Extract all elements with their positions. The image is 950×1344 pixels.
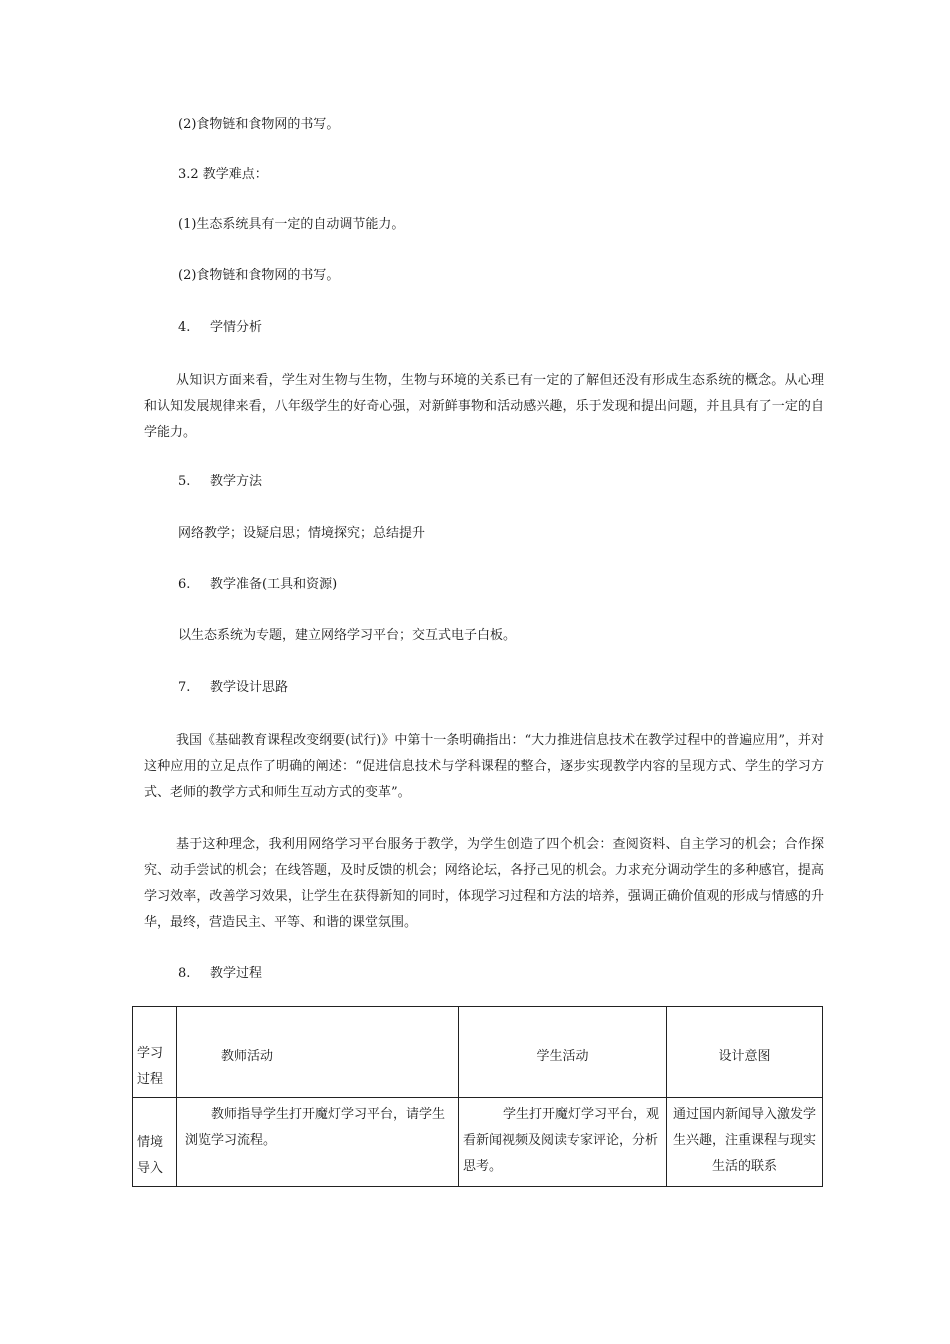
difficulty-heading: 3.2 教学难点： [178,167,268,182]
design-intent-text: 通过国内新闻导入激发学生兴趣，注重课程与现实生活的联系 [672,1107,816,1174]
teacher-activity-text: 教师指导学生打开魔灯学习平台，请学生浏览学习流程。 [185,1107,446,1148]
section-heading-4 [178,320,262,336]
teacher-activity-cell [177,1098,459,1187]
design-intent-cell [667,1098,823,1187]
header-intent-text: 设计意图 [718,1049,771,1064]
stage-cell [133,1098,177,1187]
table-header-row [133,1007,823,1098]
section-title: 教学过程 [210,966,263,981]
section-number: 8. [178,966,191,981]
section-title: 教学方法 [210,474,263,489]
teaching-process-table [132,1006,823,1187]
student-activity-text: 学生打开魔灯学习平台，观看新闻视频及阅读专家评论，分析思考。 [463,1107,660,1174]
section-heading-5 [178,474,262,490]
header-cell-stage [133,1007,177,1098]
analysis-paragraph: 从知识方面来看，学生对生物与生物，生物与环境的关系已有一定的了解但还没有形成生态系统的概念。从心理和认知发展规律来看，八年级学生的好奇心强，对新鲜事物和活动感兴趣，乐于发现和提出问题，并且具有了一定的自学能力。 [144,373,824,440]
header-cell-intent [667,1007,823,1098]
section-heading-6 [178,577,337,593]
header-teacher-text: 教师活动 [221,1049,274,1064]
preparation-text: 以生态系统为专题，建立网络学习平台；交互式电子白板。 [178,628,517,643]
methods-text: 网络教学；设疑启思；情境探究；总结提升 [178,526,426,541]
difficulty-item-1: (1)生态系统具有一定的自动调节能力。 [178,217,405,232]
section-heading-8 [178,966,262,982]
section-title: 教学准备(工具和资源) [210,577,338,592]
section-number: 5. [178,474,191,489]
stage-text: 情境导入 [137,1135,164,1176]
design-paragraph-2: 基于这种理念，我利用网络学习平台服务于教学，为学生创造了四个机会：查阅资料、自主学习的机会；合作探究、动手尝试的机会；在线答题，及时反馈的机会；网络论坛，各抒己见的机会。力求充分调动学生的多种感官，提高学习效率，改善学习效果，让学生在获得新知的同时，体现学习过程和方法的培养，强调正确价值观的形成与情感的升华，最终，营造民主、平等、和谐的课堂氛围。 [144,837,824,930]
header-cell-student [459,1007,667,1098]
design-paragraph-1: 我国《基础教育课程改变纲要(试行)》中第十一条明确指出：“大力推进信息技术在教学过程中的普遍应用”，并对这种应用的立足点作了明确的阐述：“促进信息技术与学科课程的整合，逐步实现教学内容的呈现方式、学生的学习方式、老师的教学方式和师生互动方式的变革”。 [144,733,824,800]
student-activity-cell [459,1098,667,1187]
difficulty-item-2: (2)食物链和食物网的书写。 [178,268,340,283]
table-row [133,1098,823,1187]
section-number: 6. [178,577,191,592]
section-heading-7 [178,680,288,696]
header-stage-text: 学习过程 [137,1046,164,1087]
section-title: 学情分析 [210,320,263,335]
section-title: 教学设计思路 [210,680,289,695]
key-point-2: (2)食物链和食物网的书写。 [178,117,340,132]
section-number: 7. [178,680,191,695]
header-student-text: 学生活动 [536,1049,589,1064]
header-cell-teacher [177,1007,459,1098]
section-number: 4. [178,320,191,335]
